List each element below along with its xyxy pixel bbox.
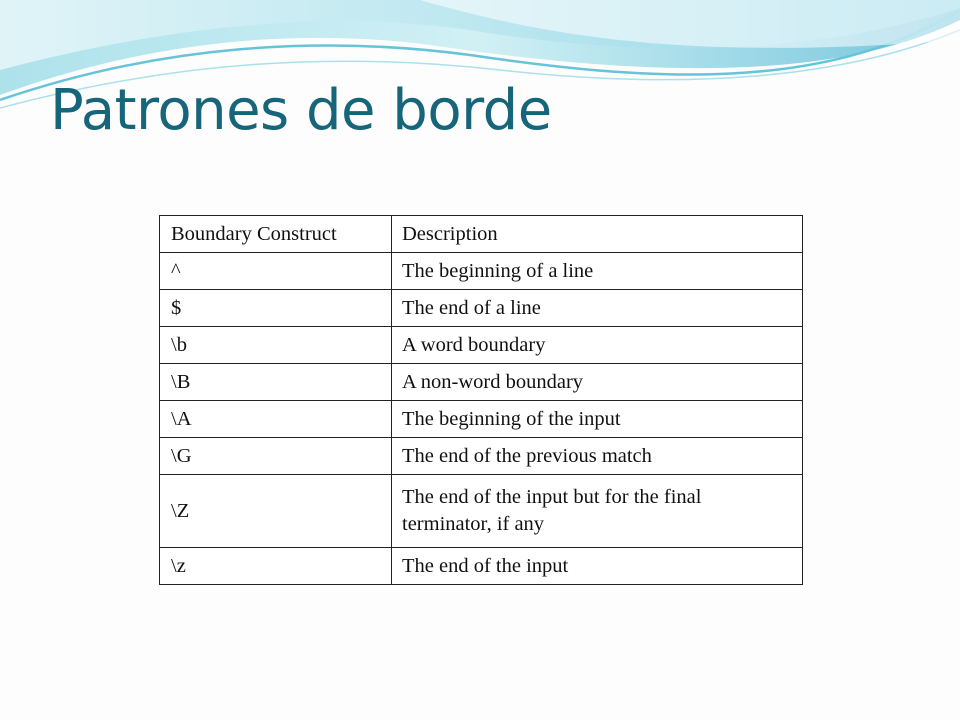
- table-row: [160, 475, 803, 548]
- table-header-row: [160, 216, 803, 253]
- page-title: Patrones de borde: [50, 78, 552, 143]
- description-cell: The end of the input but for the final terminator, if any: [392, 475, 803, 548]
- construct-cell: \G: [160, 438, 392, 475]
- description-cell: The beginning of a line: [392, 253, 803, 290]
- description-cell: The end of the previous match: [392, 438, 803, 475]
- header-cell-construct: Boundary Construct: [160, 216, 392, 253]
- construct-cell: \b: [160, 327, 392, 364]
- construct-cell: \B: [160, 364, 392, 401]
- table-row: [160, 253, 803, 290]
- header-cell-description: Description: [392, 216, 803, 253]
- table-row: [160, 401, 803, 438]
- table-row: [160, 438, 803, 475]
- description-cell: A word boundary: [392, 327, 803, 364]
- boundary-constructs-table: [159, 215, 803, 585]
- construct-cell: ^: [160, 253, 392, 290]
- table-row: [160, 548, 803, 585]
- construct-cell: \A: [160, 401, 392, 438]
- description-cell: The end of the input: [392, 548, 803, 585]
- construct-cell: \z: [160, 548, 392, 585]
- table-row: [160, 364, 803, 401]
- description-cell: The end of a line: [392, 290, 803, 327]
- construct-cell: $: [160, 290, 392, 327]
- description-cell: A non-word boundary: [392, 364, 803, 401]
- description-cell: The beginning of the input: [392, 401, 803, 438]
- table-row: [160, 290, 803, 327]
- table-row: [160, 327, 803, 364]
- construct-cell: \Z: [160, 475, 392, 548]
